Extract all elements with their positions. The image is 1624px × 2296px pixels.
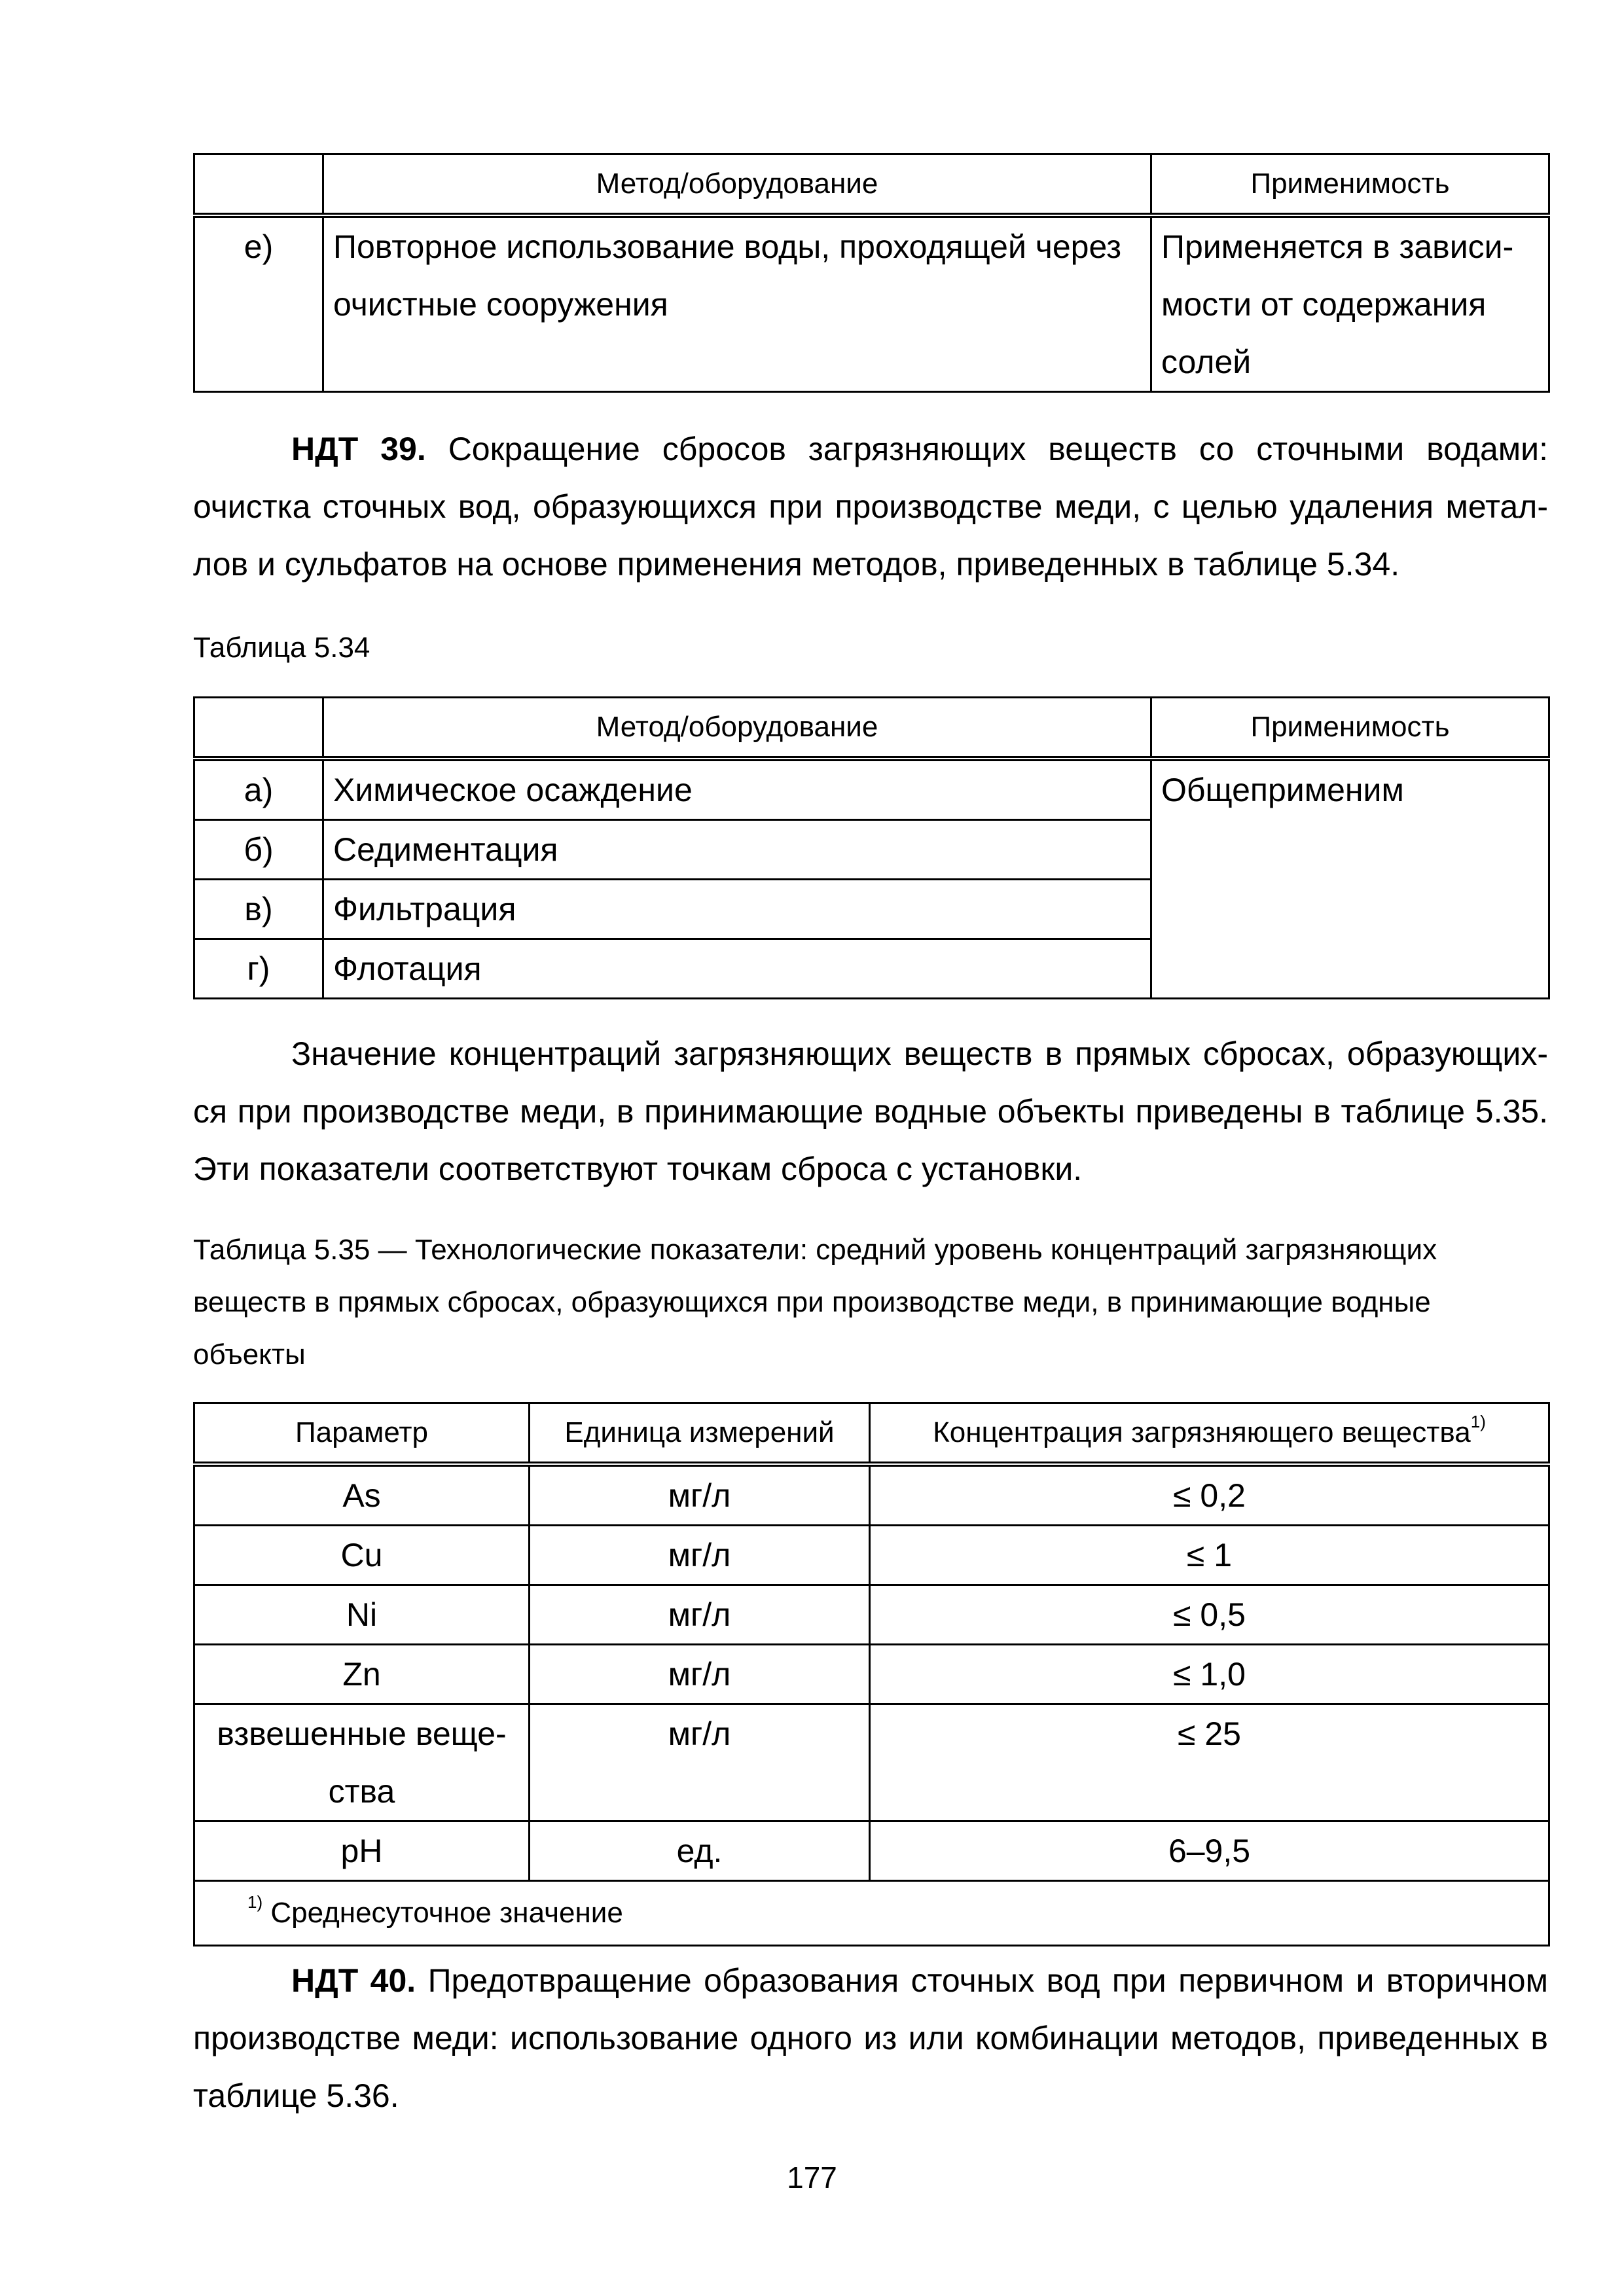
parameter-line: ства	[328, 1773, 395, 1810]
table-header-id	[194, 154, 323, 216]
unit-cell: мг/л	[530, 1704, 870, 1821]
parameter-cell: Ni	[194, 1585, 530, 1645]
footnote-text: Среднесуточное значение	[270, 1897, 623, 1929]
table-footnote-row	[194, 1881, 1549, 1946]
parameter-cell: Cu	[194, 1526, 530, 1585]
table-header-method: Метод/оборудование	[323, 698, 1151, 759]
table-row	[194, 759, 1549, 820]
row-id: а)	[194, 759, 323, 820]
caption-line: веществ в прямых сбросах, образующихся при производстве меди, в принимающие водные	[193, 1286, 1431, 1318]
unit-cell: ед.	[530, 1821, 870, 1881]
value-cell: 6–9,5	[870, 1821, 1549, 1881]
ndt39-text: Сокращение сбросов загрязняющих веществ со сточными водами: очистка сточных вод, образующихся при производстве меди, с целью удаления метал-лов и сульфатов на основе применения методов, приведенных в таблице 5.34.	[193, 431, 1549, 583]
table-534	[193, 696, 1550, 999]
table-header-parameter: Параметр	[194, 1403, 530, 1465]
table-continuation	[193, 153, 1550, 393]
method-cell: Химическое осаждение	[323, 759, 1151, 820]
method-line: очистные сооружения	[333, 286, 668, 323]
ndt39-label: НДТ 39.	[291, 431, 426, 467]
method-cell: Седиментация	[323, 820, 1151, 880]
applicability-line: мости от содержания	[1161, 286, 1487, 323]
table-header-id	[194, 698, 323, 759]
row-id: е)	[194, 215, 323, 392]
value-cell: ≤ 1	[870, 1526, 1549, 1585]
row-id: б)	[194, 820, 323, 880]
applicability-cell	[1151, 215, 1549, 392]
parameter-line: взвешенные веще-	[217, 1715, 507, 1752]
table-header-applicability: Применимость	[1151, 154, 1549, 216]
value-cell: ≤ 25	[870, 1704, 1549, 1821]
table-row	[194, 1821, 1549, 1881]
applicability-line: Применяется в зависи-	[1161, 228, 1514, 265]
concentrations-text: Значение концентраций загрязняющих веществ в прямых сбросах, образующих-ся при производстве меди, в принимающие водные объекты приведены в таблице 5.35. Эти показатели соответствуют точкам сброса с установки.	[193, 1035, 1548, 1187]
footnote-mark: 1)	[247, 1892, 263, 1912]
footnote-mark: 1)	[1470, 1412, 1486, 1431]
unit-cell: мг/л	[530, 1526, 870, 1585]
concentrations-paragraph	[193, 1025, 1548, 1198]
row-id: г)	[194, 939, 323, 999]
value-cell: ≤ 0,2	[870, 1464, 1549, 1526]
table535-caption	[193, 1224, 1548, 1381]
table-header-method: Метод/оборудование	[323, 154, 1151, 216]
value-cell: ≤ 1,0	[870, 1645, 1549, 1704]
method-line: Повторное использование воды, проходящей через	[333, 228, 1122, 265]
parameter-cell	[194, 1704, 530, 1821]
unit-cell: мг/л	[530, 1464, 870, 1526]
method-cell	[323, 215, 1151, 392]
table-header-unit: Единица измерений	[530, 1403, 870, 1465]
ndt40-label: НДТ 40.	[291, 1962, 416, 1999]
ndt39-paragraph	[193, 420, 1548, 593]
unit-cell: мг/л	[530, 1645, 870, 1704]
ndt40-paragraph	[193, 1952, 1548, 2125]
table-header-applicability: Применимость	[1151, 698, 1549, 759]
row-id: в)	[194, 880, 323, 939]
table-row	[194, 1526, 1549, 1585]
unit-cell: мг/л	[530, 1585, 870, 1645]
concentration-header-text: Концентрация загрязняющего вещества	[933, 1416, 1471, 1448]
table-row	[194, 1704, 1549, 1821]
applicability-cell: Общеприменим	[1151, 759, 1549, 999]
value-cell: ≤ 0,5	[870, 1585, 1549, 1645]
applicability-line: солей	[1161, 344, 1252, 380]
table-535	[193, 1402, 1550, 1946]
method-cell: Фильтрация	[323, 880, 1151, 939]
parameter-cell: Zn	[194, 1645, 530, 1704]
table-header-concentration	[870, 1403, 1549, 1465]
table534-caption: Таблица 5.34	[193, 632, 370, 664]
page-number: 177	[787, 2161, 837, 2195]
method-cell: Флотация	[323, 939, 1151, 999]
table-row	[194, 1645, 1549, 1704]
parameter-cell: As	[194, 1464, 530, 1526]
table-row	[194, 1464, 1549, 1526]
ndt40-text: Предотвращение образования сточных вод при первичном и вторичном производстве меди: использование одного из или комбинации методов, приведенных в таблице 5.36.	[193, 1962, 1548, 2114]
footnote-cell	[194, 1881, 1549, 1946]
caption-line: объекты	[193, 1338, 306, 1371]
parameter-cell: pH	[194, 1821, 530, 1881]
table-row	[194, 215, 1549, 392]
table-row	[194, 1585, 1549, 1645]
caption-line: Таблица 5.35 — Технологические показатели: средний уровень концентраций загрязняющих	[193, 1234, 1437, 1266]
